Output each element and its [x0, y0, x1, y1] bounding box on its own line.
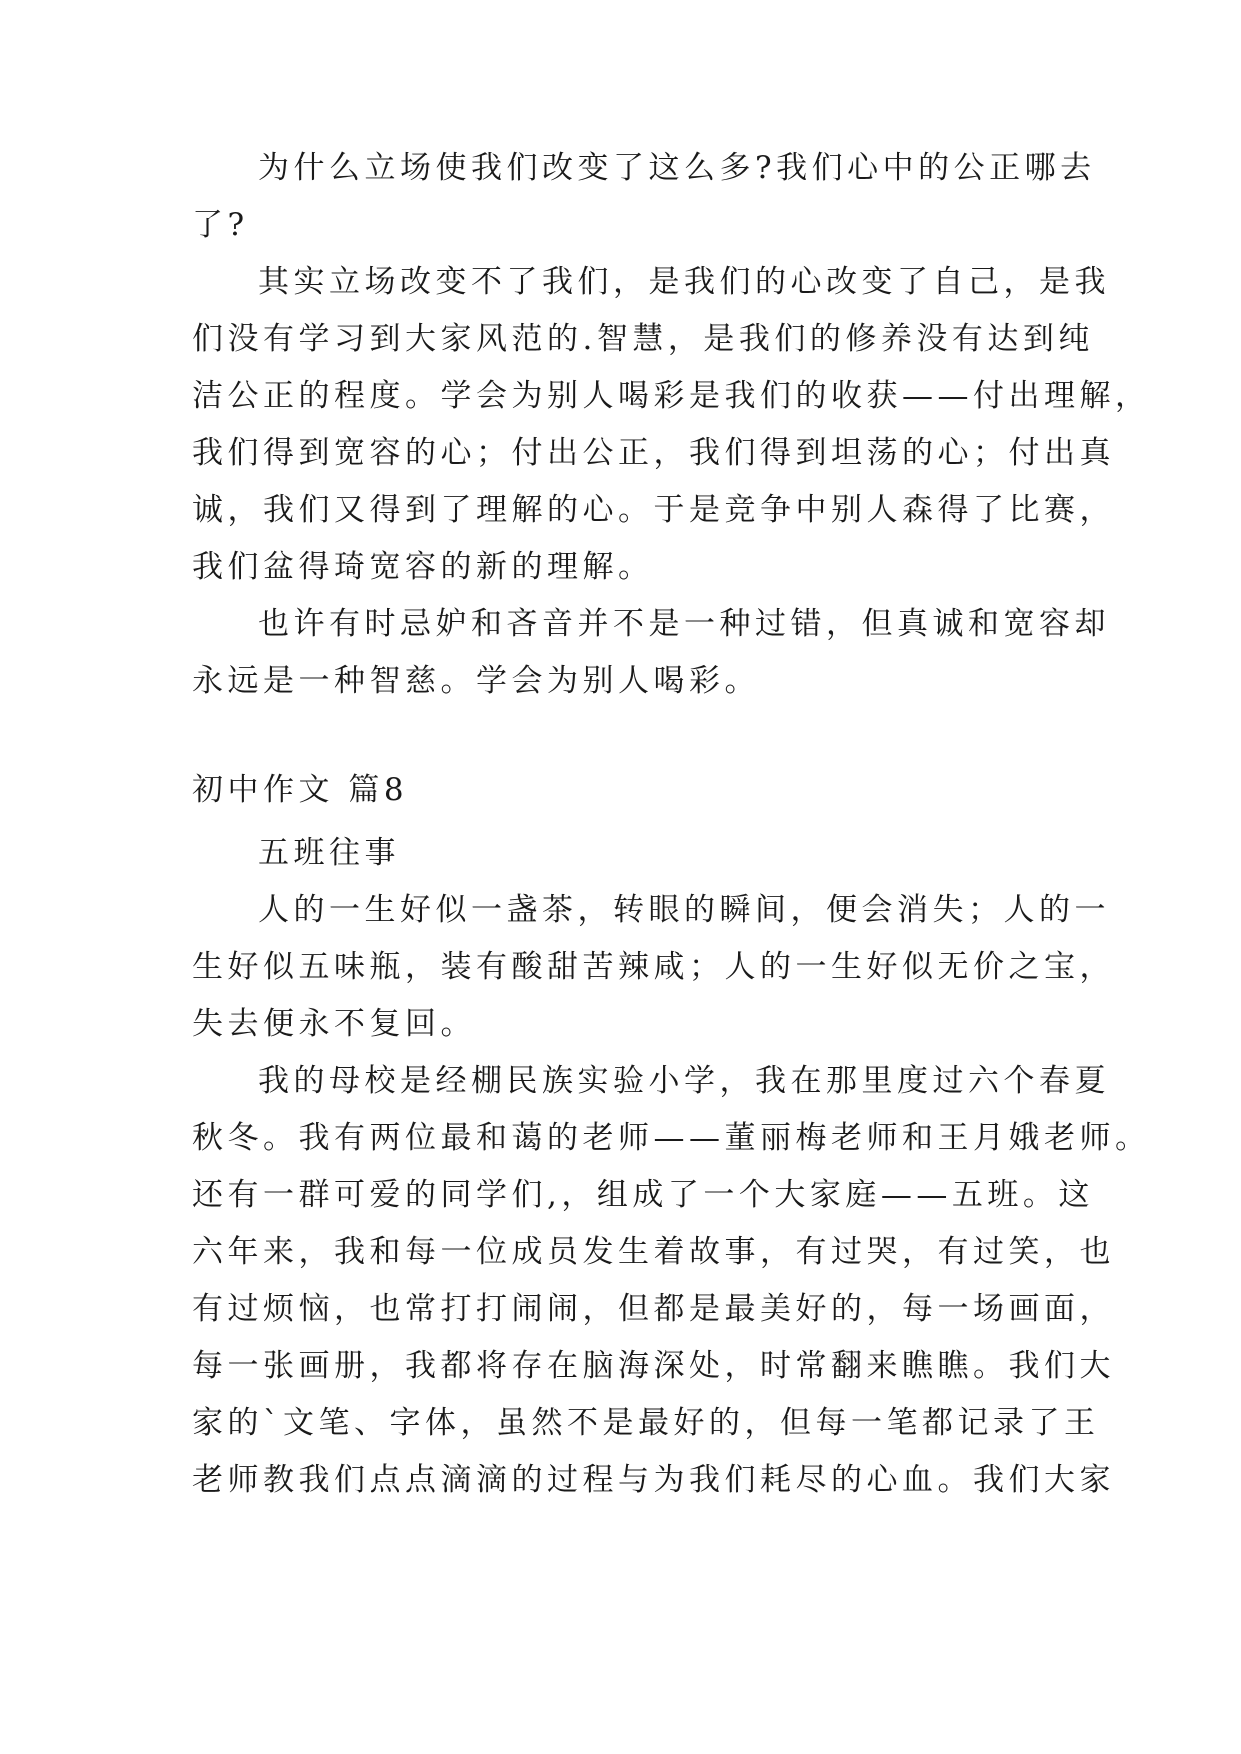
paragraph-line: 秋冬。我有两位最和蔼的老师——董丽梅老师和王月娥老师。 — [192, 1120, 1151, 1156]
article-title: 五班往事 — [258, 835, 400, 871]
paragraph-line: 家的`文笔、字体，虽然不是最好的，但每一笔都记录了王 — [192, 1405, 1100, 1441]
paragraph-line: 我的母校是经棚民族实验小学，我在那里度过六个春夏 — [258, 1063, 1110, 1099]
paragraph-line: 为什么立场使我们改变了这么多?我们心中的公正哪去 — [258, 150, 1096, 186]
paragraph-line: 也许有时忌妒和吝音并不是一种过错，但真诚和宽容却 — [258, 606, 1110, 642]
paragraph-line: 我们盆得琦宽容的新的理解。 — [192, 549, 654, 585]
paragraph-line: 老师教我们点点滴滴的过程与为我们耗尽的心血。我们大家 — [192, 1462, 1115, 1498]
paragraph-line: 每一张画册，我都将存在脑海深处，时常翻来瞧瞧。我们大 — [192, 1348, 1115, 1384]
paragraph-line: 我们得到宽容的心；付出公正，我们得到坦荡的心；付出真 — [192, 435, 1115, 471]
paragraph-line: 还有一群可爱的同学们,，组成了一个大家庭——五班。这 — [192, 1177, 1094, 1213]
paragraph-line: 失去便永不复回。 — [192, 1006, 476, 1042]
paragraph-line: 其实立场改变不了我们，是我们的心改变了自己，是我 — [258, 264, 1110, 300]
paragraph-line: 六年来，我和每一位成员发生着故事，有过哭，有过笑，也 — [192, 1234, 1115, 1270]
paragraph-line: 们没有学习到大家风范的.智慧，是我们的修养没有达到纯 — [192, 321, 1094, 357]
paragraph-line: 人的一生好似一盏茶，转眼的瞬间，便会消失；人的一 — [258, 892, 1110, 928]
paragraph-line: 永远是一种智慈。学会为别人喝彩。 — [192, 663, 760, 699]
paragraph-line: 有过烦恼，也常打打闹闹，但都是最美好的，每一场画面， — [192, 1291, 1115, 1327]
paragraph-line: 洁公正的程度。学会为别人喝彩是我们的收获——付出理解， — [192, 378, 1151, 414]
section-heading: 初中作文 篇8 — [192, 772, 409, 808]
paragraph-line: 了? — [192, 207, 249, 243]
paragraph-line: 诚，我们又得到了理解的心。于是竞争中别人森得了比赛， — [192, 492, 1115, 528]
paragraph-line: 生好似五味瓶，装有酸甜苦辣咸；人的一生好似无价之宝， — [192, 949, 1115, 985]
